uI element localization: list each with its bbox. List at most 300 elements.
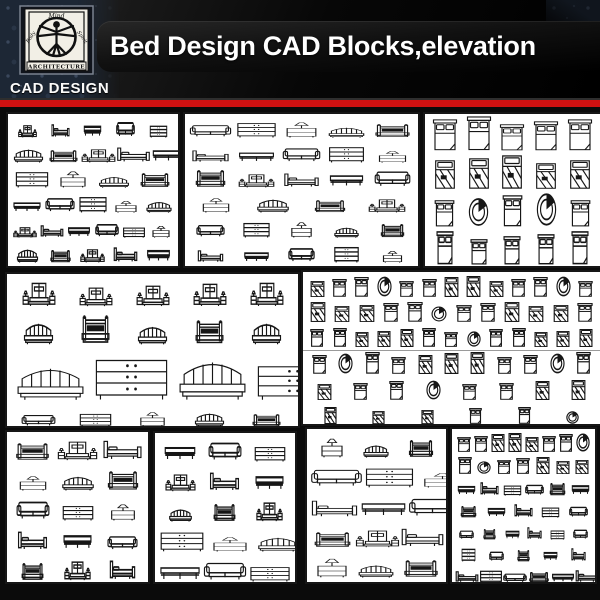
cad-row bbox=[8, 216, 178, 241]
cad-glyph-plan bbox=[432, 119, 458, 151]
cad-row bbox=[185, 241, 418, 266]
cad-glyph-bed-front2 bbox=[310, 532, 355, 548]
cad-glyph-sofa bbox=[196, 224, 225, 238]
cad-row bbox=[7, 524, 148, 554]
cad-panel-bottom-4 bbox=[450, 427, 597, 584]
cad-glyph-plan-hatch bbox=[334, 306, 350, 322]
cad-glyph-plan-hatch bbox=[377, 331, 391, 347]
cad-glyph-plan-hatch bbox=[324, 407, 337, 424]
cad-row bbox=[8, 141, 178, 166]
cad-glyph-bench bbox=[243, 249, 270, 263]
cad-glyph-plan bbox=[436, 231, 454, 265]
cad-glyph-plan-hatch bbox=[535, 163, 557, 189]
cad-row bbox=[307, 461, 446, 491]
cad-glyph-bed-arch bbox=[254, 534, 297, 552]
cad-row bbox=[185, 141, 418, 166]
cad-glyph-bed-front2 bbox=[192, 170, 229, 188]
cad-glyph-nightstand bbox=[14, 475, 52, 491]
cad-glyph-bed-front2 bbox=[406, 440, 436, 458]
cad-row bbox=[7, 348, 298, 404]
cad-row bbox=[452, 565, 595, 584]
cad-glyph-plan-hatch bbox=[310, 302, 326, 322]
cad-glyph-bench bbox=[543, 549, 558, 562]
cad-glyph-plan-hatch bbox=[575, 460, 589, 474]
cad-glyph-bed-side bbox=[51, 124, 70, 138]
cad-row bbox=[155, 555, 295, 584]
cad-glyph-plan bbox=[512, 328, 526, 347]
page-title: Bed Design CAD Blocks,elevation bbox=[110, 31, 536, 61]
cad-glyph-sofa bbox=[288, 247, 315, 263]
cad-glyph-plan-hatch bbox=[556, 461, 570, 474]
cad-glyph-plan-round bbox=[467, 331, 481, 347]
cad-glyph-sofa bbox=[116, 121, 135, 138]
cad-glyph-bench bbox=[163, 442, 197, 462]
cad-glyph-bench bbox=[151, 146, 180, 163]
cad-glyph-plan bbox=[458, 457, 472, 474]
cad-glyph-plan bbox=[523, 355, 538, 374]
cad-glyph-plan bbox=[456, 305, 472, 322]
cad-glyph-nightstand bbox=[311, 557, 353, 578]
cad-glyph-plan bbox=[533, 277, 548, 297]
cad-glyph-bed-front2 bbox=[459, 506, 478, 518]
cad-glyph-dresser bbox=[149, 125, 168, 138]
cad-glyph-bench bbox=[328, 171, 365, 188]
cad-glyph-sofa bbox=[282, 147, 321, 163]
cad-glyph-bench bbox=[62, 530, 93, 551]
cad-glyph-sofa bbox=[408, 497, 448, 518]
cad-glyph-plan-round bbox=[566, 411, 579, 424]
cad-glyph-plan-round bbox=[576, 433, 590, 452]
architecture-logo bbox=[19, 5, 94, 75]
cad-panel-middle-right bbox=[301, 270, 600, 426]
cad-glyph-bed-front bbox=[250, 282, 284, 307]
cad-glyph-plan bbox=[365, 352, 380, 374]
cad-glyph-dresser bbox=[235, 122, 278, 138]
cad-glyph-bed-front bbox=[18, 125, 37, 138]
cad-glyph-sofa bbox=[310, 468, 363, 488]
cad-glyph-dresser bbox=[242, 222, 271, 238]
cad-glyph-bed-front bbox=[193, 283, 227, 307]
cad-row bbox=[303, 300, 600, 325]
cad-glyph-bed-side bbox=[40, 225, 64, 238]
cad-glyph-nightstand bbox=[373, 150, 412, 163]
cad-row bbox=[7, 310, 298, 348]
cad-glyph-sofa bbox=[107, 535, 138, 551]
cad-glyph-plan bbox=[516, 458, 530, 474]
cad-glyph-bed-front2 bbox=[548, 483, 567, 496]
cad-glyph-bed-front bbox=[80, 249, 105, 263]
cad-glyph-plan bbox=[389, 381, 404, 400]
cad-panel-top-left bbox=[6, 112, 180, 268]
cad-glyph-bed-front bbox=[238, 174, 275, 188]
cad-glyph-plan-hatch bbox=[421, 410, 434, 424]
cad-glyph-bench bbox=[12, 199, 42, 213]
cad-glyph-bed-front2 bbox=[482, 529, 497, 540]
cad-glyph-dresser bbox=[253, 363, 300, 401]
cad-glyph-sofa bbox=[45, 197, 75, 213]
cad-glyph-sofa bbox=[203, 561, 247, 582]
cad-glyph-plan-round bbox=[550, 353, 565, 374]
cad-glyph-plan-hatch bbox=[310, 281, 325, 297]
cad-row bbox=[185, 166, 418, 191]
cad-glyph-plan bbox=[497, 357, 512, 374]
cad-glyph-bed-front2 bbox=[78, 315, 113, 345]
cad-row bbox=[425, 230, 600, 268]
cad-glyph-plan-hatch bbox=[525, 437, 539, 452]
cad-glyph-nightstand bbox=[317, 437, 347, 458]
cad-glyph-bed-arch bbox=[361, 442, 391, 458]
cad-glyph-plan-hatch bbox=[434, 160, 456, 189]
cad-glyph-plan-hatch bbox=[468, 158, 490, 189]
cad-glyph-dresser bbox=[253, 446, 287, 462]
cad-panel-top-right bbox=[423, 112, 600, 268]
cad-glyph-bed-arch bbox=[254, 196, 292, 213]
cad-glyph-plan-hatch bbox=[535, 381, 550, 400]
cad-glyph-bench bbox=[571, 482, 590, 496]
cad-glyph-plan bbox=[474, 436, 488, 452]
cad-glyph-dresser bbox=[61, 505, 95, 521]
cad-glyph-dresser bbox=[479, 570, 503, 583]
cad-glyph-bench bbox=[457, 483, 476, 496]
cad-glyph-nightstand bbox=[379, 250, 406, 263]
cad-row bbox=[303, 403, 600, 426]
cad-glyph-bed-side bbox=[191, 150, 230, 163]
cad-glyph-bed-arch bbox=[135, 322, 170, 345]
cad-glyph-plan bbox=[399, 281, 414, 297]
cad-glyph-bed-front2 bbox=[249, 414, 284, 427]
cad-glyph-plan bbox=[503, 236, 521, 265]
cad-glyph-plan bbox=[559, 434, 573, 452]
cad-glyph-bed-front bbox=[355, 530, 400, 548]
cad-glyph-bench bbox=[158, 562, 202, 582]
cad-glyph-plan-hatch bbox=[470, 352, 485, 374]
cad-row bbox=[452, 543, 595, 565]
cad-glyph-plan-hatch bbox=[534, 332, 548, 347]
cad-panel-bottom-2 bbox=[153, 431, 297, 584]
cad-glyph-bed-arch bbox=[167, 506, 194, 522]
cad-glyph-plan-hatch bbox=[466, 276, 481, 297]
cad-row bbox=[155, 465, 295, 495]
cad-glyph-plan-hatch bbox=[528, 306, 544, 322]
cad-panel-middle-left bbox=[5, 272, 300, 428]
cad-glyph-bed-arch bbox=[15, 246, 40, 263]
cad-glyph-bed-front2 bbox=[516, 550, 531, 562]
cad-glyph-bed-front2 bbox=[311, 200, 349, 213]
cad-row bbox=[185, 191, 418, 216]
cad-glyph-bed-side bbox=[400, 528, 445, 548]
title-bar bbox=[97, 21, 600, 72]
cad-glyph-nightstand bbox=[106, 503, 140, 521]
cad-glyph-dresser bbox=[14, 171, 50, 188]
cad-glyph-plan bbox=[470, 239, 488, 265]
cad-row bbox=[452, 499, 595, 521]
cad-glyph-bed-side bbox=[310, 500, 359, 518]
cad-glyph-plan-hatch bbox=[444, 353, 459, 374]
cad-row bbox=[307, 551, 446, 581]
cad-row bbox=[425, 192, 600, 230]
cad-glyph-dresser bbox=[503, 485, 522, 496]
cad-glyph-plan-round bbox=[426, 380, 441, 400]
cad-glyph-bench bbox=[359, 498, 408, 518]
cad-row bbox=[307, 431, 446, 461]
cad-glyph-plan bbox=[332, 279, 347, 297]
cad-glyph-plan bbox=[570, 200, 591, 227]
cad-glyph-plan-hatch bbox=[579, 329, 593, 347]
cad-glyph-nightstand bbox=[135, 411, 170, 427]
cad-glyph-sofa bbox=[503, 573, 527, 583]
cad-glyph-plan-hatch bbox=[556, 331, 570, 347]
cad-row bbox=[7, 464, 148, 494]
cad-row bbox=[303, 377, 600, 403]
cad-row bbox=[8, 241, 178, 266]
cad-glyph-bed-front2 bbox=[378, 224, 407, 238]
cad-glyph-plan bbox=[518, 407, 531, 424]
cad-glyph-plan bbox=[577, 303, 593, 322]
cad-glyph-plan-hatch bbox=[359, 305, 375, 322]
cad-glyph-bed-side bbox=[527, 527, 542, 540]
cad-row bbox=[7, 434, 148, 464]
cad-glyph-bed-arch bbox=[96, 174, 132, 188]
cad-glyph-dresser bbox=[78, 196, 108, 213]
cad-glyph-plan bbox=[422, 328, 436, 347]
logo-word-body: Body bbox=[25, 30, 38, 45]
cad-glyph-plan-hatch bbox=[489, 281, 504, 297]
cad-glyph-plan bbox=[333, 328, 347, 347]
cad-glyph-plan bbox=[480, 303, 496, 322]
cad-glyph-bed-arch bbox=[144, 199, 174, 213]
cad-glyph-plan bbox=[499, 383, 514, 400]
cad-glyph-bed-front2 bbox=[46, 150, 81, 163]
cad-glyph-dresser bbox=[333, 246, 360, 263]
cad-row bbox=[303, 350, 600, 377]
cad-glyph-plan bbox=[542, 436, 556, 452]
cad-row bbox=[7, 404, 298, 428]
cad-glyph-sofa bbox=[569, 506, 588, 518]
cad-row bbox=[452, 431, 595, 455]
cad-glyph-sofa bbox=[374, 170, 411, 188]
cad-glyph-sofa bbox=[459, 530, 474, 540]
cad-glyph-nightstand bbox=[416, 472, 448, 488]
cad-panel-top-middle bbox=[183, 112, 420, 268]
brand-text: CAD DESIGN bbox=[10, 80, 110, 97]
cad-row bbox=[303, 325, 600, 350]
cad-glyph-plan bbox=[422, 279, 437, 297]
cad-glyph-bed-front bbox=[79, 287, 113, 307]
cad-glyph-bench bbox=[487, 505, 506, 518]
cad-glyph-plan-hatch bbox=[504, 302, 520, 322]
cad-glyph-plan bbox=[383, 303, 399, 322]
cad-glyph-plan bbox=[537, 234, 555, 265]
cad-glyph-bench bbox=[237, 149, 276, 163]
cad-glyph-plan-round bbox=[477, 461, 491, 474]
cad-row bbox=[185, 116, 418, 141]
cad-glyph-plan-hatch bbox=[571, 380, 586, 400]
cad-glyph-plan bbox=[310, 329, 324, 347]
cad-glyph-dresser bbox=[550, 530, 565, 540]
logo-word-spirit: Spirit bbox=[75, 29, 89, 45]
cad-row bbox=[8, 191, 178, 216]
cad-glyph-nightstand bbox=[287, 221, 316, 238]
cad-glyph-sofa bbox=[489, 551, 504, 562]
cad-glyph-dresser bbox=[327, 146, 366, 163]
cad-glyph-bed-front2 bbox=[527, 572, 551, 583]
cad-row bbox=[452, 477, 595, 499]
cad-glyph-bed-side bbox=[197, 250, 224, 263]
cad-panel-bottom-3 bbox=[305, 427, 448, 584]
cad-glyph-bed-side bbox=[455, 571, 479, 583]
cad-glyph-plan-hatch bbox=[317, 384, 332, 400]
cad-glyph-bed-front bbox=[136, 285, 170, 307]
red-divider bbox=[0, 100, 600, 107]
cad-glyph-bed-side bbox=[113, 247, 138, 263]
cad-row bbox=[8, 116, 178, 141]
cad-glyph-sofa bbox=[16, 500, 50, 521]
cad-glyph-dresser bbox=[78, 413, 113, 427]
cad-glyph-bench bbox=[83, 122, 102, 138]
cad-glyph-bench bbox=[254, 471, 285, 492]
cad-glyph-bed-arch bbox=[325, 125, 368, 138]
cad-glyph-bed-arch bbox=[172, 352, 253, 401]
cad-row bbox=[7, 276, 298, 310]
cad-row bbox=[425, 154, 600, 192]
cad-glyph-bed-front bbox=[22, 282, 56, 307]
cad-glyph-plan bbox=[444, 332, 458, 347]
cad-glyph-sofa bbox=[573, 529, 588, 540]
cad-glyph-plan bbox=[469, 408, 482, 424]
cad-glyph-plan bbox=[571, 231, 589, 265]
cad-row bbox=[425, 116, 600, 154]
cad-glyph-bench bbox=[146, 246, 171, 263]
cad-glyph-sofa bbox=[189, 124, 232, 138]
cad-glyph-dresser bbox=[91, 356, 172, 401]
cad-row bbox=[7, 554, 148, 584]
cad-glyph-plan-hatch bbox=[491, 434, 505, 452]
logo-word-mind: Mind bbox=[48, 13, 65, 20]
cad-glyph-bed-arch bbox=[192, 410, 227, 427]
cad-panel-bottom-1 bbox=[5, 430, 150, 584]
cad-glyph-sofa bbox=[21, 414, 56, 427]
cad-glyph-nightstand bbox=[206, 536, 254, 552]
cad-glyph-bed-side bbox=[571, 548, 586, 562]
cad-glyph-plan bbox=[353, 383, 368, 400]
cad-glyph-plan bbox=[457, 437, 471, 452]
cad-glyph-plan-round bbox=[556, 276, 571, 297]
cad-glyph-plan bbox=[462, 384, 477, 400]
cad-glyph-plan-hatch bbox=[553, 305, 569, 322]
cad-glyph-plan bbox=[567, 119, 593, 151]
cad-glyph-bed-front2 bbox=[371, 124, 414, 138]
cad-glyph-plan bbox=[407, 302, 423, 322]
cad-row bbox=[155, 435, 295, 465]
header bbox=[0, 0, 600, 100]
cad-glyph-bed-side bbox=[480, 482, 499, 496]
cad-glyph-bed-arch bbox=[355, 562, 397, 578]
cad-glyph-bed-front bbox=[64, 561, 91, 581]
cad-glyph-bed-front2 bbox=[211, 504, 238, 522]
cad-glyph-plan bbox=[578, 281, 593, 297]
cad-glyph-bed-front2 bbox=[400, 560, 442, 578]
logo-word-architecture: ARCHITECTURE bbox=[28, 64, 85, 71]
cad-glyph-bench bbox=[67, 224, 91, 238]
cad-glyph-plan bbox=[312, 355, 327, 374]
cad-row bbox=[303, 274, 600, 300]
cad-glyph-bed-side bbox=[109, 560, 136, 581]
cad-glyph-plan bbox=[434, 200, 455, 227]
cad-glyph-bed-arch bbox=[249, 318, 284, 345]
cad-glyph-bed-side bbox=[209, 472, 240, 492]
cad-glyph-plan-hatch bbox=[444, 277, 459, 297]
cad-glyph-plan-hatch bbox=[355, 332, 369, 347]
cad-glyph-bed-front2 bbox=[48, 250, 73, 263]
cad-glyph-bed-side bbox=[514, 504, 533, 518]
cad-row bbox=[7, 494, 148, 524]
cad-glyph-bed-front bbox=[256, 502, 283, 522]
cad-glyph-plan bbox=[391, 357, 406, 374]
cad-glyph-bed-front bbox=[57, 441, 98, 461]
cad-row bbox=[307, 521, 446, 551]
cad-row bbox=[307, 491, 446, 521]
cad-glyph-plan bbox=[489, 329, 503, 347]
cad-glyph-sofa bbox=[95, 223, 119, 238]
cad-glyph-bed-arch bbox=[59, 473, 97, 491]
cad-glyph-plan-round bbox=[338, 353, 353, 374]
cad-glyph-bed-front2 bbox=[192, 320, 227, 345]
cad-glyph-plan bbox=[502, 195, 523, 227]
cad-glyph-bench bbox=[505, 528, 520, 540]
vitruvian-man-icon bbox=[19, 5, 94, 75]
cad-glyph-nightstand bbox=[111, 200, 141, 213]
cad-glyph-dresser bbox=[363, 467, 416, 488]
cad-glyph-bed-front2 bbox=[137, 173, 173, 188]
cad-glyph-bed-front2 bbox=[12, 443, 53, 461]
cad-glyph-sofa bbox=[208, 441, 242, 462]
cad-glyph-nightstand bbox=[197, 197, 235, 213]
cad-glyph-bed-side bbox=[116, 147, 151, 163]
cad-glyph-bed-arch bbox=[332, 225, 361, 238]
cad-row bbox=[155, 495, 295, 525]
cad-collage bbox=[0, 107, 600, 600]
cad-glyph-plan-hatch bbox=[536, 457, 550, 474]
cad-glyph-plan bbox=[497, 460, 511, 474]
cad-glyph-nightstand bbox=[55, 170, 91, 188]
cad-glyph-bed-front bbox=[368, 199, 406, 213]
cad-glyph-plan bbox=[533, 121, 559, 151]
cad-glyph-nightstand bbox=[149, 225, 173, 238]
cad-glyph-bed-side bbox=[102, 440, 143, 461]
cad-glyph-bed-front bbox=[13, 227, 37, 238]
cad-glyph-plan-round bbox=[468, 197, 489, 227]
cad-row bbox=[452, 521, 595, 543]
cad-glyph-bed-arch bbox=[21, 318, 56, 345]
cad-row bbox=[8, 166, 178, 191]
cad-glyph-dresser bbox=[122, 227, 146, 238]
cad-glyph-plan bbox=[499, 124, 525, 151]
cad-glyph-bed-front2 bbox=[19, 563, 46, 581]
cad-glyph-dresser bbox=[158, 531, 206, 552]
cad-glyph-plan-round bbox=[377, 276, 392, 297]
cad-glyph-dresser bbox=[541, 507, 560, 518]
cad-glyph-plan-round bbox=[431, 306, 447, 322]
cad-glyph-plan-hatch bbox=[508, 433, 522, 452]
cad-row bbox=[452, 455, 595, 477]
cad-glyph-bed-front bbox=[165, 474, 196, 492]
cad-glyph-bench bbox=[551, 571, 575, 583]
cad-glyph-bed-side bbox=[17, 531, 48, 551]
cad-row bbox=[155, 525, 295, 555]
cad-glyph-bed-front bbox=[81, 149, 116, 163]
cad-glyph-plan-hatch bbox=[569, 160, 591, 189]
cad-glyph-plan-hatch bbox=[501, 155, 523, 189]
